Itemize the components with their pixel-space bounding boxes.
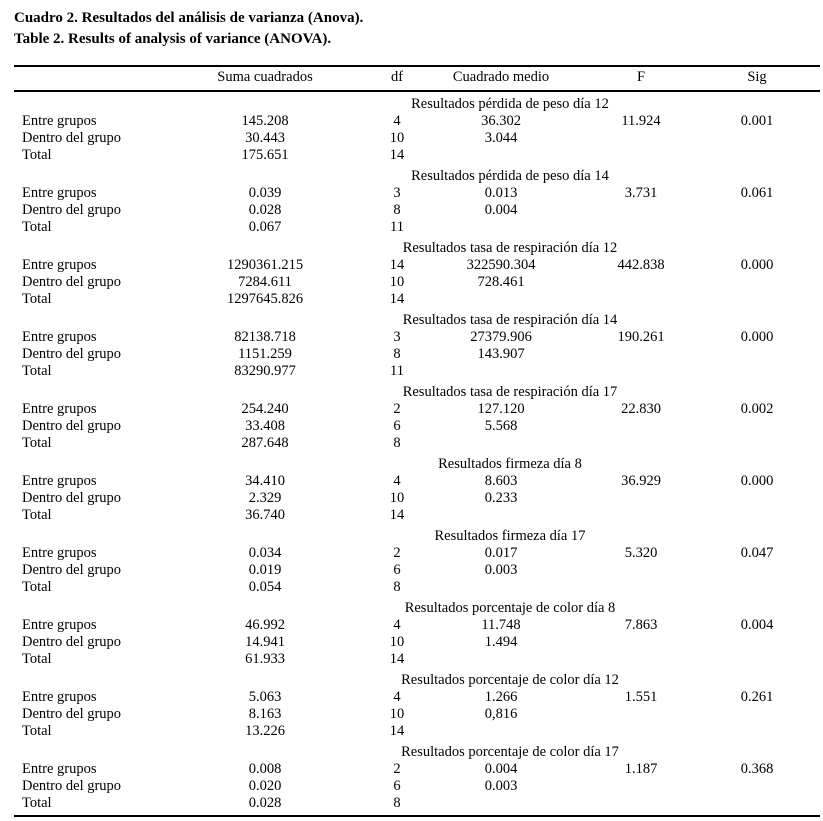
- cell-cuadrado-medio: [414, 507, 588, 524]
- cell-suma-cuadrados: 36.740: [245, 507, 285, 523]
- column-header-empty: [14, 66, 150, 91]
- cell-suma-cuadrados: 46.992: [245, 617, 285, 633]
- cell-df: 14: [389, 507, 405, 523]
- cell-suma-cuadrados: 0.054: [248, 579, 282, 595]
- cell-cuadrado-medio: 0.003: [484, 778, 518, 794]
- table-row: [14, 706, 820, 723]
- cell-f: [588, 346, 694, 363]
- cell-suma-cuadrados: 287.648: [241, 435, 289, 451]
- cell-f: [588, 795, 694, 816]
- cell-cuadrado-medio: 11.748: [481, 617, 521, 633]
- cell-df: 4: [393, 689, 401, 705]
- cell-cuadrado-medio: 127.120: [477, 401, 525, 417]
- cell-cuadrado-medio: [414, 579, 588, 596]
- table-row: [14, 651, 820, 668]
- cell-df: 6: [393, 562, 401, 578]
- cell-df: 2: [393, 545, 401, 561]
- cell-f: [588, 219, 694, 236]
- cell-df: 8: [393, 346, 401, 362]
- cell-suma-cuadrados: 83290.977: [234, 363, 296, 379]
- cell-sig: [694, 219, 820, 236]
- cell-sig: [694, 562, 820, 579]
- row-label: Entre grupos: [22, 689, 97, 705]
- cell-f: [588, 723, 694, 740]
- cell-f: 5.320: [624, 545, 658, 561]
- table-row: [14, 435, 820, 452]
- cell-sig: 0.061: [740, 185, 774, 201]
- cell-cuadrado-medio: 0.004: [484, 761, 518, 777]
- cell-df: 14: [389, 723, 405, 739]
- cell-df: 4: [393, 617, 401, 633]
- table-row: [14, 562, 820, 579]
- cell-sig: [694, 651, 820, 668]
- cell-cuadrado-medio: [414, 435, 588, 452]
- column-header-cuadrado-medio: Cuadrado medio: [414, 66, 588, 91]
- cell-suma-cuadrados: 34.410: [245, 473, 285, 489]
- cell-df: 10: [389, 490, 405, 506]
- cell-f: [588, 562, 694, 579]
- table-row: [14, 723, 820, 740]
- cell-cuadrado-medio: 0.233: [484, 490, 518, 506]
- cell-sig: 0.261: [740, 689, 774, 705]
- caption-english: Table 2. Results of analysis of variance (ANOVA).: [14, 31, 332, 47]
- table-row: [14, 346, 820, 363]
- section-title: Resultados pérdida de peso día 14: [411, 168, 609, 184]
- anova-results-table: [14, 65, 820, 817]
- cell-sig: 0.368: [740, 761, 774, 777]
- cell-cuadrado-medio: 728.461: [477, 274, 525, 290]
- cell-cuadrado-medio: [414, 795, 588, 816]
- cell-df: 8: [393, 435, 401, 451]
- cell-suma-cuadrados: 1290361.215: [226, 257, 304, 273]
- cell-df: 11: [390, 363, 404, 379]
- section-title-row: [14, 236, 820, 257]
- row-label: Dentro del grupo: [22, 778, 122, 794]
- section-title: Resultados firmeza día 17: [434, 528, 586, 544]
- cell-suma-cuadrados: 30.443: [245, 130, 285, 146]
- section-title-row: [14, 308, 820, 329]
- cell-df: 14: [389, 291, 405, 307]
- cell-cuadrado-medio: 143.907: [477, 346, 525, 362]
- row-label: Entre grupos: [22, 473, 97, 489]
- cell-f: [588, 507, 694, 524]
- section-title: Resultados porcentaje de color día 12: [401, 672, 619, 688]
- cell-cuadrado-medio: [414, 147, 588, 164]
- row-label: Total: [22, 219, 52, 235]
- cell-sig: [694, 418, 820, 435]
- cell-suma-cuadrados: 5.063: [248, 689, 282, 705]
- cell-df: 3: [393, 185, 401, 201]
- header-row: [14, 66, 820, 91]
- cell-suma-cuadrados: 2.329: [248, 490, 282, 506]
- cell-f: 442.838: [617, 257, 665, 273]
- row-label: Total: [14, 795, 150, 816]
- cell-sig: 0.001: [740, 113, 774, 129]
- cell-sig: [694, 363, 820, 380]
- section-title: Resultados firmeza día 8: [438, 456, 582, 472]
- cell-suma-cuadrados: 8.163: [248, 706, 282, 722]
- cell-df: 4: [393, 113, 401, 129]
- row-label: Entre grupos: [22, 761, 97, 777]
- cell-suma-cuadrados: 13.226: [245, 723, 285, 739]
- cell-cuadrado-medio: 322590.304: [466, 257, 536, 273]
- cell-f: [588, 291, 694, 308]
- cell-cuadrado-medio: [414, 291, 588, 308]
- cell-f: [588, 418, 694, 435]
- row-label: Total: [22, 363, 52, 379]
- cell-suma-cuadrados: 0.039: [248, 185, 282, 201]
- cell-sig: 0.002: [740, 401, 774, 417]
- row-label: Entre grupos: [22, 185, 97, 201]
- section-title-row: [14, 452, 820, 473]
- cell-suma-cuadrados: 0.019: [248, 562, 282, 578]
- row-label: Entre grupos: [22, 545, 97, 561]
- cell-df: 6: [393, 418, 401, 434]
- cell-cuadrado-medio: [414, 363, 588, 380]
- cell-f: [588, 147, 694, 164]
- cell-df: 14: [389, 257, 405, 273]
- column-header-sig: Sig: [694, 66, 820, 91]
- cell-df: 8: [393, 579, 401, 595]
- row-label: Dentro del grupo: [22, 274, 122, 290]
- cell-sig: [694, 346, 820, 363]
- cell-sig: [694, 634, 820, 651]
- cell-sig: [694, 274, 820, 291]
- cell-cuadrado-medio: 1.494: [484, 634, 518, 650]
- cell-cuadrado-medio: 5.568: [484, 418, 518, 434]
- cell-sig: 0.047: [740, 545, 774, 561]
- cell-suma-cuadrados: 145.208: [241, 113, 289, 129]
- cell-df: 10: [389, 130, 405, 146]
- cell-cuadrado-medio: 8.603: [484, 473, 518, 489]
- cell-f: [588, 435, 694, 452]
- section-title-row: [14, 164, 820, 185]
- table-row: [14, 274, 820, 291]
- cell-cuadrado-medio: [414, 723, 588, 740]
- cell-cuadrado-medio: 0.017: [484, 545, 518, 561]
- cell-cuadrado-medio: 0.013: [484, 185, 518, 201]
- section-title-row: [14, 596, 820, 617]
- row-label: Total: [22, 435, 52, 451]
- row-label: Entre grupos: [22, 329, 97, 345]
- cell-sig: [694, 579, 820, 596]
- cell-cuadrado-medio: 1.266: [484, 689, 518, 705]
- cell-f: [588, 778, 694, 795]
- row-label: Total: [22, 507, 52, 523]
- section-title: Resultados porcentaje de color día 8: [404, 600, 616, 616]
- row-label: Dentro del grupo: [22, 346, 122, 362]
- section-title: Resultados tasa de respiración día 14: [402, 312, 618, 328]
- table-row: [14, 113, 820, 130]
- cell-df: 10: [389, 706, 405, 722]
- cell-sig: [694, 490, 820, 507]
- table-row: [14, 363, 820, 380]
- column-header-f: F: [588, 66, 694, 91]
- cell-sig: [694, 778, 820, 795]
- section-title-row: [14, 91, 820, 113]
- cell-f: [588, 202, 694, 219]
- cell-sig: 0.000: [740, 473, 774, 489]
- row-label: Dentro del grupo: [22, 202, 122, 218]
- row-label: Dentro del grupo: [22, 130, 122, 146]
- caption-spanish: Cuadro 2. Resultados del análisis de varianza (Anova).: [14, 10, 364, 26]
- cell-suma-cuadrados: 1151.259: [238, 346, 292, 362]
- cell-sig: [694, 435, 820, 452]
- cell-suma-cuadrados: 0.067: [248, 219, 282, 235]
- cell-suma-cuadrados: 82138.718: [234, 329, 296, 345]
- column-header-suma-cuadrados: Suma cuadrados: [150, 66, 380, 91]
- table-row: [14, 329, 820, 346]
- cell-df: 14: [389, 651, 405, 667]
- cell-sig: [694, 706, 820, 723]
- cell-f: [588, 274, 694, 291]
- table-row: [14, 291, 820, 308]
- cell-sig: 0.004: [740, 617, 774, 633]
- cell-df: 8: [380, 795, 414, 816]
- row-label: Total: [22, 723, 52, 739]
- table-row: [14, 778, 820, 795]
- table-row: [14, 634, 820, 651]
- table-header: [14, 66, 820, 91]
- cell-sig: [694, 130, 820, 147]
- table-row: [14, 202, 820, 219]
- section-title-row: [14, 668, 820, 689]
- cell-sig: [694, 723, 820, 740]
- cell-df: 14: [389, 147, 405, 163]
- cell-df: 2: [393, 401, 401, 417]
- cell-sig: 0.000: [740, 329, 774, 345]
- cell-suma-cuadrados: 0.008: [248, 761, 282, 777]
- cell-cuadrado-medio: 27379.906: [470, 329, 532, 345]
- table-row: [14, 795, 820, 816]
- cell-suma-cuadrados: 0.020: [248, 778, 282, 794]
- cell-f: 1.551: [624, 689, 658, 705]
- cell-cuadrado-medio: 0.004: [484, 202, 518, 218]
- cell-f: 36.929: [621, 473, 661, 489]
- row-label: Entre grupos: [22, 257, 97, 273]
- row-label: Dentro del grupo: [22, 634, 122, 650]
- section-title: Resultados tasa de respiración día 17: [402, 384, 618, 400]
- row-label: Dentro del grupo: [22, 706, 122, 722]
- row-label: Dentro del grupo: [22, 418, 122, 434]
- cell-f: 7.863: [624, 617, 658, 633]
- cell-sig: [694, 795, 820, 816]
- cell-f: [588, 363, 694, 380]
- table-row: [14, 545, 820, 562]
- column-header-df: df: [380, 66, 414, 91]
- section-title: Resultados tasa de respiración día 12: [402, 240, 618, 256]
- cell-sig: [694, 202, 820, 219]
- cell-f: [588, 579, 694, 596]
- table-row: [14, 147, 820, 164]
- cell-suma-cuadrados: 61.933: [245, 651, 285, 667]
- cell-cuadrado-medio: 0,816: [484, 706, 518, 722]
- cell-suma-cuadrados: 0.028: [248, 202, 282, 218]
- row-label: Total: [22, 579, 52, 595]
- cell-sig: [694, 507, 820, 524]
- cell-df: 10: [389, 274, 405, 290]
- cell-cuadrado-medio: [414, 651, 588, 668]
- table-row: [14, 257, 820, 274]
- cell-df: 10: [389, 634, 405, 650]
- cell-f: 190.261: [617, 329, 665, 345]
- cell-cuadrado-medio: 36.302: [481, 113, 521, 129]
- section-title-row: [14, 740, 820, 761]
- cell-df: 3: [393, 329, 401, 345]
- row-label: Total: [22, 291, 52, 307]
- cell-suma-cuadrados: 33.408: [245, 418, 285, 434]
- row-label: Total: [22, 147, 52, 163]
- table-row: [14, 130, 820, 147]
- cell-f: 1.187: [624, 761, 658, 777]
- cell-cuadrado-medio: 3.044: [484, 130, 518, 146]
- row-label: Dentro del grupo: [22, 562, 122, 578]
- table-row: [14, 219, 820, 236]
- cell-df: 6: [393, 778, 401, 794]
- cell-df: 4: [393, 473, 401, 489]
- row-label: Entre grupos: [22, 113, 97, 129]
- table-captions: [0, 0, 823, 50]
- cell-f: 11.924: [621, 113, 661, 129]
- row-label: Entre grupos: [22, 617, 97, 633]
- cell-df: 2: [393, 761, 401, 777]
- section-title: Resultados pérdida de peso día 12: [411, 96, 609, 112]
- cell-cuadrado-medio: [414, 219, 588, 236]
- cell-sig: [694, 147, 820, 164]
- cell-f: 3.731: [624, 185, 658, 201]
- table-body: [14, 91, 820, 816]
- section-title-row: [14, 380, 820, 401]
- cell-suma-cuadrados: 254.240: [241, 401, 289, 417]
- table-row: [14, 761, 820, 778]
- table-row: [14, 507, 820, 524]
- row-label: Entre grupos: [22, 401, 97, 417]
- cell-df: 8: [393, 202, 401, 218]
- table-row: [14, 185, 820, 202]
- cell-sig: [694, 291, 820, 308]
- table-row: [14, 579, 820, 596]
- cell-f: [588, 634, 694, 651]
- cell-sig: 0.000: [740, 257, 774, 273]
- row-label: Total: [22, 651, 52, 667]
- table-row: [14, 617, 820, 634]
- table-row: [14, 490, 820, 507]
- cell-suma-cuadrados: 14.941: [245, 634, 285, 650]
- cell-suma-cuadrados: 0.028: [150, 795, 380, 816]
- section-title: Resultados porcentaje de color día 17: [401, 744, 619, 760]
- cell-df: 11: [390, 219, 404, 235]
- table-row: [14, 689, 820, 706]
- cell-f: [588, 706, 694, 723]
- cell-suma-cuadrados: 7284.611: [238, 274, 292, 290]
- table-row: [14, 473, 820, 490]
- row-label: Dentro del grupo: [22, 490, 122, 506]
- cell-suma-cuadrados: 1297645.826: [226, 291, 304, 307]
- cell-cuadrado-medio: 0.003: [484, 562, 518, 578]
- table-row: [14, 401, 820, 418]
- cell-f: 22.830: [621, 401, 661, 417]
- cell-suma-cuadrados: 0.034: [248, 545, 282, 561]
- cell-f: [588, 130, 694, 147]
- cell-suma-cuadrados: 175.651: [241, 147, 289, 163]
- table-row: [14, 418, 820, 435]
- cell-f: [588, 651, 694, 668]
- section-title-row: [14, 524, 820, 545]
- cell-f: [588, 490, 694, 507]
